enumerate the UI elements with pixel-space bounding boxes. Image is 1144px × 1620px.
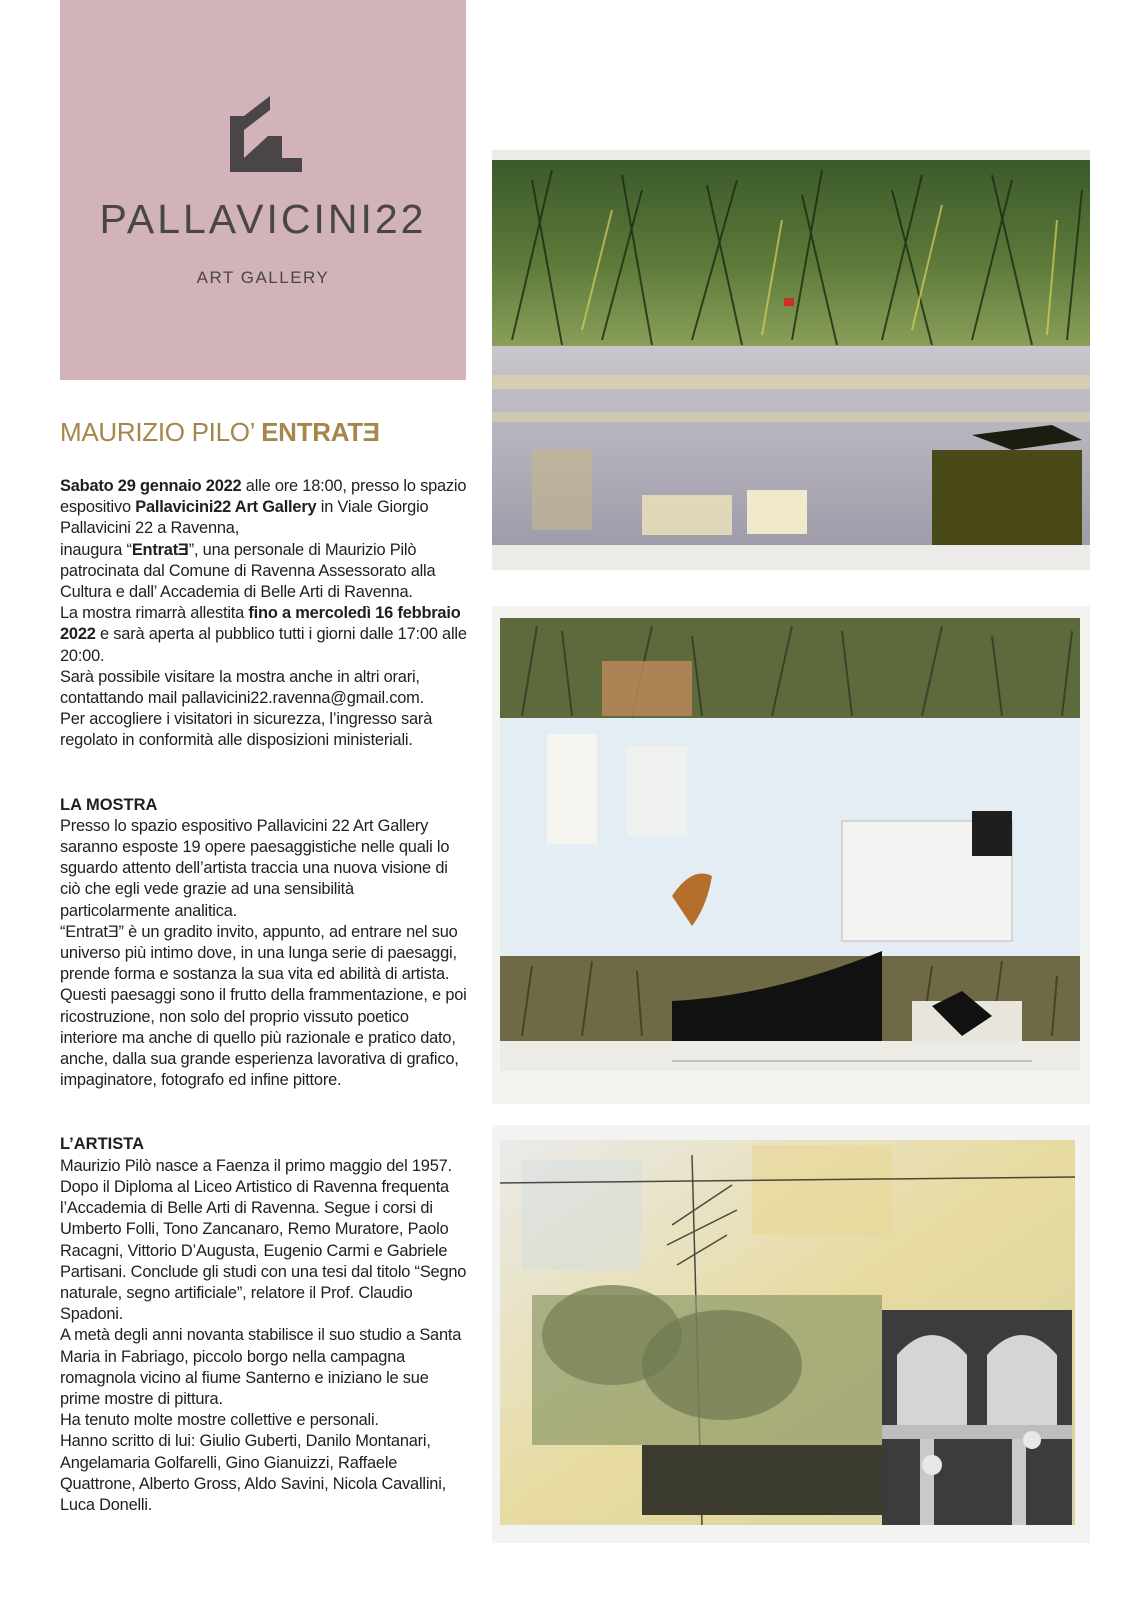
logo-name: PALLAVICINI22: [99, 196, 427, 242]
artwork-image-1: [492, 150, 1090, 570]
intro-paragraph-2: inaugura “EntratE”, una personale di Maurizio Pilò patrocinata dal Comune di Ravenna Assessorato alla Cultura e dall’ Accademia di Belle Arti di Ravenna.: [60, 540, 436, 602]
gallery-logo-mark-icon: [230, 96, 302, 172]
logo-subtitle: ART GALLERY: [196, 268, 330, 287]
intro-paragraph-4: Sarà possibile visitare la mostra anche in altri orari, contattando mail pallavicini22.ravenna@gmail.com.: [60, 667, 424, 708]
page-title: [60, 417, 468, 448]
artwork-image-3: [492, 1125, 1090, 1543]
intro-paragraph-1: Sabato 29 gennaio 2022 alle ore 18:00, presso lo spazio espositivo Pallavicini22 Art Gallery in Viale Giorgio Pallavicini 22 a Ravenna,: [60, 477, 467, 538]
intro-paragraph-3: La mostra rimarrà allestita fino a mercoledì 16 febbraio 2022 e sarà aperta al pubblico tutti i giorni dalle 17:00 alle 20:00.: [60, 604, 467, 665]
exhibition-title: ENTRATE: [261, 417, 380, 447]
artist-name: MAURIZIO PILO’: [60, 417, 255, 447]
text-column: [60, 417, 468, 1516]
gallery-logo: [60, 0, 466, 380]
artwork-image-2: [492, 606, 1090, 1104]
mostra-paragraph-2: “EntratE” è un gradito invito, appunto, ad entrare nel suo universo più intimo dove, in una lunga serie di paesaggi, prende forma e sostanza la sua vita ed abilità di artista. Questi paesaggi sono il frutto della frammentazione, e poi ricostruzione, non solo del proprio vissuto poetico interiore ma anche di quello più razionale e pratico dato, anche, dalla sua grande esperienza lavorativa di grafico, impaginatore, fotografo ed infine pittore.: [60, 922, 467, 1090]
intro-paragraph-5: Per accogliere i visitatori in sicurezza, l’ingresso sarà regolato in conformità alle disposizioni ministeriali.: [60, 710, 433, 750]
section-heading-mostra: LA MOSTRA: [60, 795, 158, 814]
artista-paragraph-2: A metà degli anni novanta stabilisce il suo studio a Santa Maria in Fabriago, piccolo borgo nella campagna romagnola vicino al fiume Santerno e iniziano le sue prime mostre di pittura.: [60, 1326, 462, 1408]
artista-paragraph-4: Hanno scritto di lui: Giulio Guberti, Danilo Montanari, Angelamaria Golfarelli, Gino Gianuizzi, Raffaele Quattrone, Alberto Gross, Aldo Savini, Nicola Cavallini, Luca Donelli.: [60, 1432, 447, 1514]
artista-paragraph-3: Ha tenuto molte mostre collettive e personali.: [60, 1411, 379, 1430]
mostra-paragraph-1: Presso lo spazio espositivo Pallavicini 22 Art Gallery saranno esposte 19 opere paesaggistiche nelle quali lo sguardo attento dell’artista traccia una nuova visione di ciò che egli vede grazie ad una sensibilità particolarmente analitica.: [60, 816, 450, 920]
artista-paragraph-1: Maurizio Pilò nasce a Faenza il primo maggio del 1957. Dopo il Diploma al Liceo Artistico di Ravenna frequenta l’Accademia di Belle Arti di Ravenna. Segue i corsi di Umberto Folli, Tono Zancanaro, Remo Muratore, Paolo Racagni, Vittorio D’Augusta, Eugenio Carmi e Gabriele Partisani. Conclude gli studi con una tesi dal titolo “Segno naturale, segno artificiale”, relatore il Prof. Claudio Spadoni.: [60, 1156, 467, 1324]
section-heading-artista: L’ARTISTA: [60, 1135, 145, 1154]
